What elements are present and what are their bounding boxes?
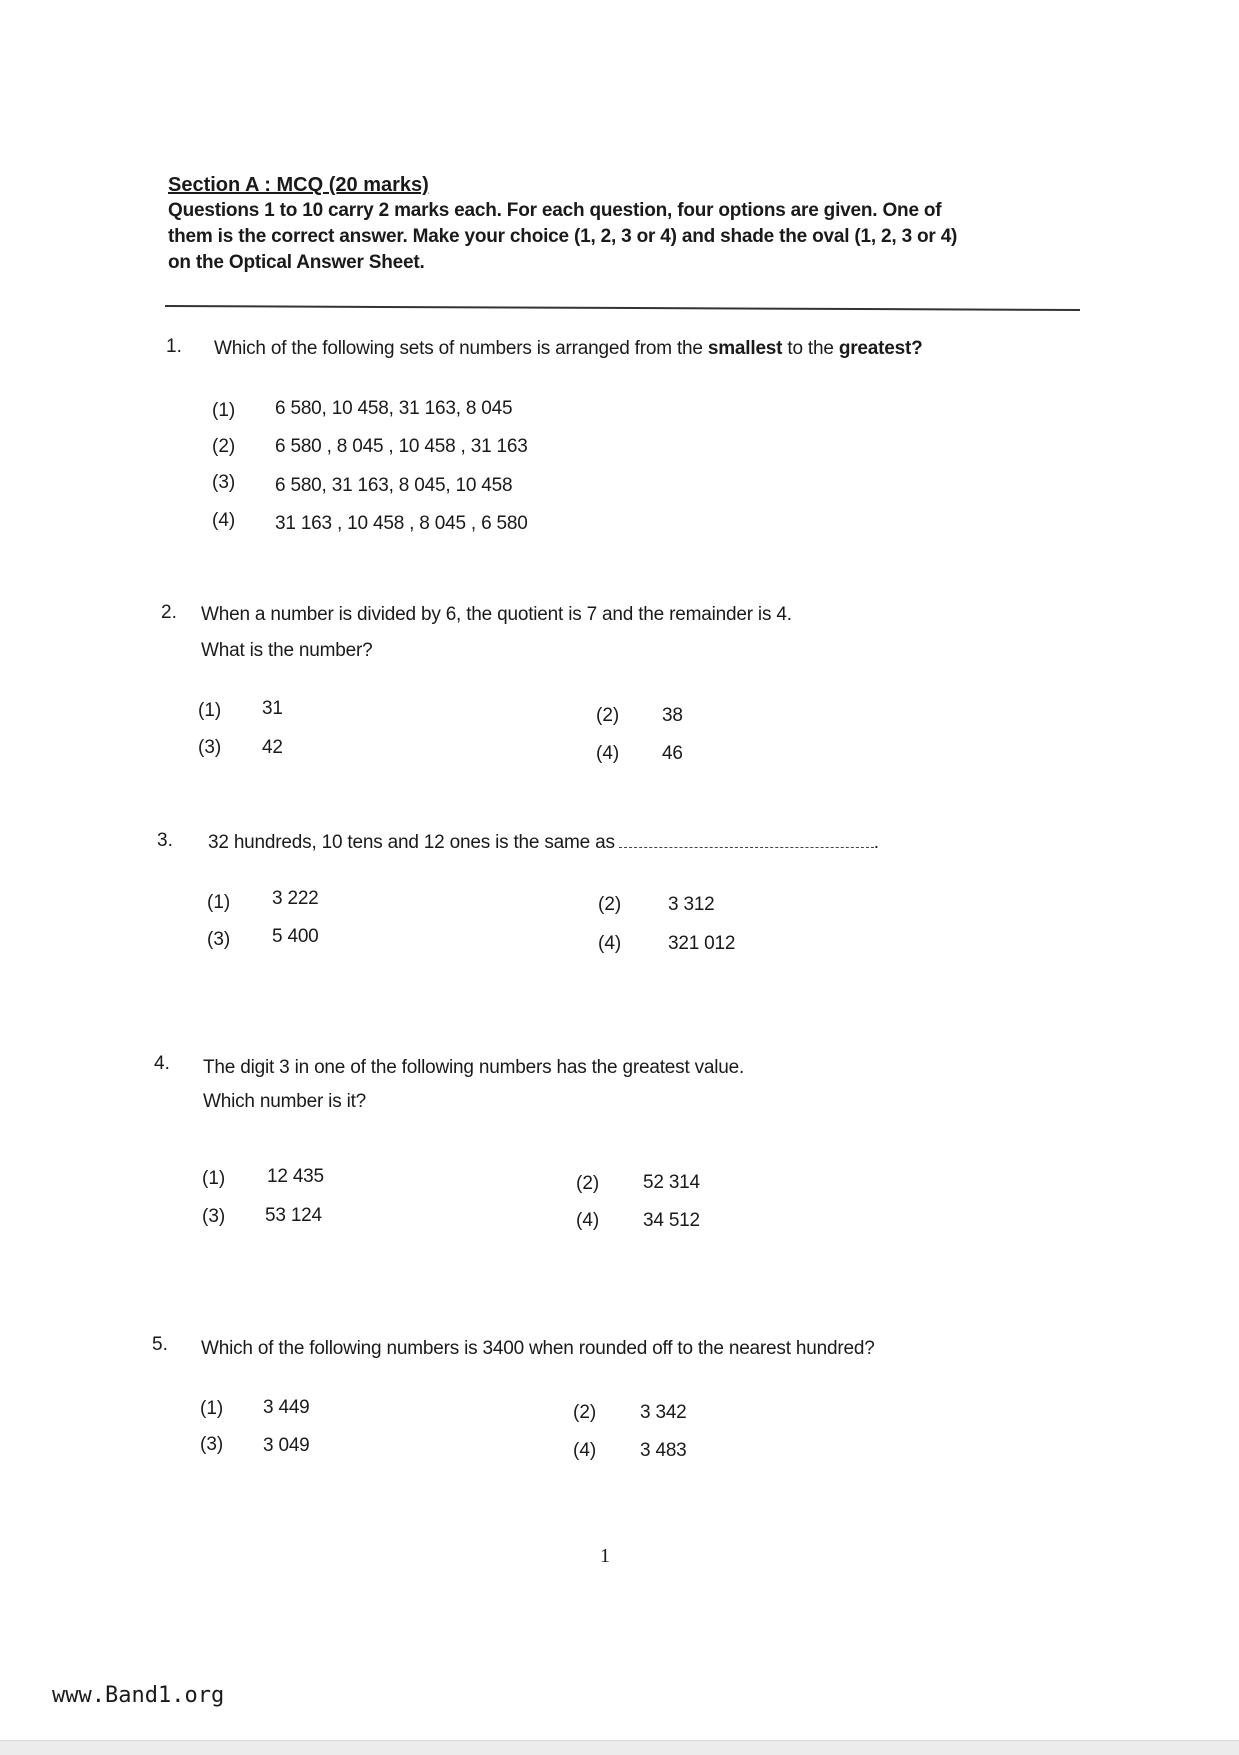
section-divider xyxy=(165,305,1080,311)
option-label: (2) xyxy=(576,1173,600,1194)
question-text xyxy=(208,832,879,854)
option-label: (4) xyxy=(576,1210,600,1231)
question-text-part: to the xyxy=(782,338,839,359)
question-number: 5. xyxy=(152,1334,168,1355)
question-number: 4. xyxy=(154,1053,170,1074)
question-text: Which of the following numbers is 3400 when rounded off to the nearest hundred? xyxy=(201,1338,875,1359)
option-label: (4) xyxy=(598,933,622,954)
option-value: 34 512 xyxy=(643,1210,700,1231)
question-text-line-2: What is the number? xyxy=(201,640,373,661)
option-label: (1) xyxy=(200,1398,224,1419)
option-label: (1) xyxy=(207,892,231,913)
option-value: 31 163 , 10 458 , 8 045 , 6 580 xyxy=(275,513,528,534)
option-value: 3 342 xyxy=(640,1402,687,1423)
question-text-line-2: Which number is it? xyxy=(203,1091,367,1112)
option-label: (1) xyxy=(202,1168,226,1189)
option-value: 12 435 xyxy=(267,1166,324,1187)
option-value: 52 314 xyxy=(643,1172,700,1193)
option-value: 6 580 , 8 045 , 10 458 , 31 163 xyxy=(275,436,528,457)
page-number: 1 xyxy=(600,1545,610,1567)
option-value: 5 400 xyxy=(272,926,319,947)
instructions-line-3: on the Optical Answer Sheet. xyxy=(168,252,425,273)
option-label: (3) xyxy=(198,737,222,758)
option-value: 6 580, 31 163, 8 045, 10 458 xyxy=(275,475,513,496)
option-label: (2) xyxy=(598,894,622,915)
option-label: (2) xyxy=(573,1402,597,1423)
option-label: (3) xyxy=(212,472,236,493)
option-value: 53 124 xyxy=(265,1205,322,1226)
option-value: 3 449 xyxy=(263,1397,310,1418)
answer-blank xyxy=(619,847,874,848)
option-label: (4) xyxy=(573,1440,597,1461)
option-value: 3 483 xyxy=(640,1440,687,1461)
option-label: (3) xyxy=(202,1206,226,1227)
page-bottom-edge xyxy=(0,1740,1239,1755)
option-label: (4) xyxy=(596,743,620,764)
section-title: Section A : MCQ (20 marks) xyxy=(168,174,429,196)
instructions-line-1: Questions 1 to 10 carry 2 marks each. For each question, four options are given. One of xyxy=(168,200,942,221)
option-label: (4) xyxy=(212,510,236,531)
question-text-emphasis: smallest xyxy=(707,338,783,359)
option-value: 321 012 xyxy=(668,933,736,954)
question-number: 2. xyxy=(161,602,177,623)
option-label: (3) xyxy=(207,929,231,950)
question-text-part: . xyxy=(873,832,879,853)
question-number: 1. xyxy=(166,336,182,357)
option-label: (1) xyxy=(212,400,236,421)
option-value: 46 xyxy=(662,743,683,764)
question-text-line-1: When a number is divided by 6, the quotient is 7 and the remainder is 4. xyxy=(201,604,792,625)
footer-url: www.Band1.org xyxy=(52,1683,225,1708)
question-text-part: Which of the following sets of numbers is arranged from the xyxy=(214,338,708,359)
option-value: 42 xyxy=(262,737,283,758)
question-number: 3. xyxy=(157,830,173,851)
option-value: 3 049 xyxy=(263,1435,310,1456)
question-text-emphasis: ? xyxy=(911,338,923,359)
question-text xyxy=(214,338,923,360)
option-label: (2) xyxy=(596,705,620,726)
option-value: 3 312 xyxy=(668,894,715,915)
option-label: (1) xyxy=(198,700,222,721)
option-label: (3) xyxy=(200,1434,224,1455)
option-value: 31 xyxy=(262,698,283,719)
option-value: 3 222 xyxy=(272,888,319,909)
option-value: 38 xyxy=(662,705,683,726)
option-value: 6 580, 10 458, 31 163, 8 045 xyxy=(275,398,513,419)
question-text-emphasis: greatest xyxy=(838,338,912,359)
question-text-part: 32 hundreds, 10 tens and 12 ones is the same as xyxy=(208,832,615,853)
question-text-line-1: The digit 3 in one of the following numbers has the greatest value. xyxy=(203,1057,745,1078)
instructions-line-2: them is the correct answer. Make your choice (1, 2, 3 or 4) and shade the oval (1, 2, 3 or 4) xyxy=(168,226,958,247)
option-label: (2) xyxy=(212,436,236,457)
